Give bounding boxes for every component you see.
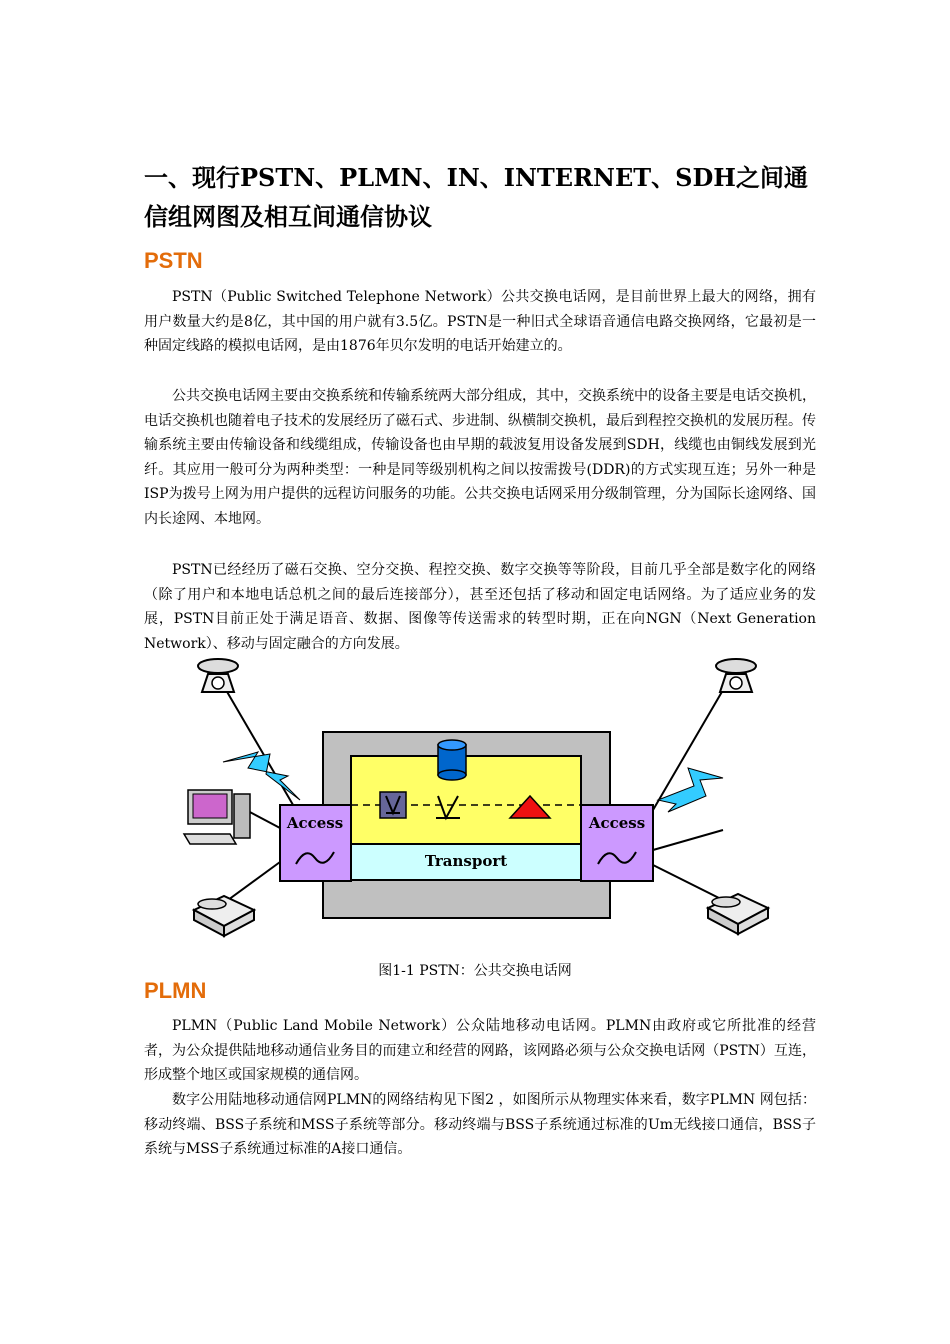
page-title: 一、现行PSTN、PLMN、IN、INTERNET、SDH之间通信组网图及相互间通信协议 <box>144 163 808 231</box>
transport-label: Transport <box>424 852 508 870</box>
database-icon <box>438 740 466 780</box>
lightning-icon-left <box>223 752 300 800</box>
telephone-icon-left <box>198 659 238 692</box>
link-line-right-mid <box>653 830 723 850</box>
figure-caption: 图1-1 PSTN：公共交换电话网 <box>378 963 572 979</box>
link-line-fax-right <box>653 865 723 900</box>
telephone-icon-right <box>716 659 756 692</box>
paragraph-pstn-3: PSTN已经经历了磁石交换、空分交换、程控交换、数字交换等等阶段，目前几乎全部是数字化的网络（除了用户和本地电话总机之间的最后连接部分），甚至还包括了移动和固定电话网络。为了适应业务的发展，PSTN目前正处于满足语音、数据、图像等传送需求的转型时期，正在向NGN（Next Generation Network）、移动与固定融合的方向发展。 <box>144 562 816 652</box>
link-line-fax-left <box>228 862 280 900</box>
link-line-pc <box>246 810 280 828</box>
fax-icon-left <box>194 896 254 936</box>
access-label-left: Access <box>286 814 344 832</box>
paragraph-plmn-2: 数字公用陆地移动通信网PLMN的网络结构见下图2 ，如图所示从物理实体来看，数字PLMN 网包括：移动终端、BSS子系统和MSS子系统等部分。移动终端与BSS子系统通过标准的Um无线接口通信，BSS子系统与MSS子系统通过标准的A接口通信。 <box>144 1092 816 1157</box>
access-label-right: Access <box>588 814 646 832</box>
switch-matrix-icon <box>380 792 406 818</box>
computer-icon <box>184 790 250 844</box>
section-heading-plmn: PLMN <box>144 978 207 1003</box>
paragraph-pstn-2: 公共交换电话网主要由交换系统和传输系统两大部分组成，其中，交换系统中的设备主要是电话交换机，电话交换机也随着电子技术的发展经历了磁石式、步进制、纵横制交换机，最后到程控交换机的发展历程。传输系统主要由传输设备和线缆组成，传输设备也由早期的载波复用设备发展到SDH，线缆也由铜线发展到光纤。其应用一般可分为两种类型：一种是同等级别机构之间以按需拨号(DDR)的方式实现互连；另外一种是ISP为拨号上网为用户提供的远程访问服务的功能。公共交换电话网采用分级制管理，分为国际长途网络、国内长途网、本地网。 <box>144 388 816 527</box>
pstn-diagram <box>168 650 788 950</box>
lightning-icon-right <box>658 768 723 812</box>
link-line-phone-left <box>226 690 296 810</box>
section-heading-pstn: PSTN <box>144 248 203 273</box>
paragraph-plmn-1: PLMN（Public Land Mobile Network）公众陆地移动电话网。PLMN由政府或它所批准的经营者，为公众提供陆地移动通信业务目的而建立和经营的网路，该网路必须与公众交换电话网（PSTN）互连，形成整个地区或国家规模的通信网。 <box>144 1018 816 1083</box>
paragraph-pstn-1: PSTN（Public Switched Telephone Network）公共交换电话网，是目前世界上最大的网络，拥有用户数量大约是8亿，其中国的用户就有3.5亿。PSTN是一种旧式全球语音通信电路交换网络，它最初是一种固定线路的模拟电话网，是由1876年贝尔发明的电话开始建立的。 <box>144 289 816 354</box>
fax-icon-right <box>708 894 768 934</box>
